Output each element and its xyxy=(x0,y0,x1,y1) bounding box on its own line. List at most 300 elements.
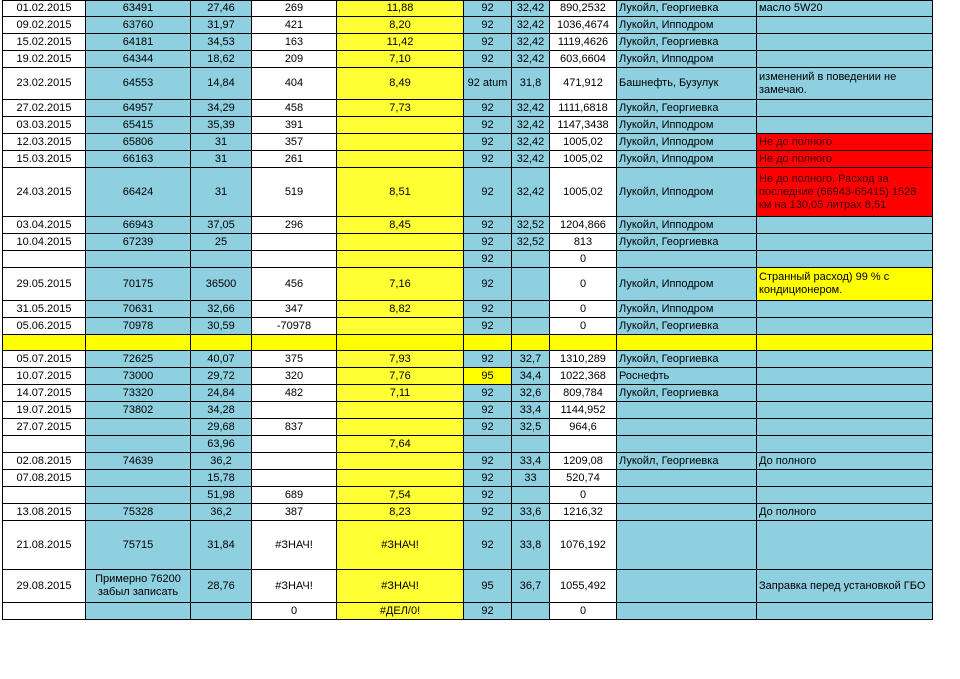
octane-cell[interactable]: 92 xyxy=(464,217,512,234)
odometer-cell[interactable]: 67239 xyxy=(86,234,191,251)
note-cell[interactable] xyxy=(757,301,933,318)
date-cell[interactable] xyxy=(3,487,86,504)
consumption-cell[interactable]: 8,20 xyxy=(337,17,464,34)
cost-cell[interactable]: 1005,02 xyxy=(550,151,617,168)
note-cell[interactable] xyxy=(757,351,933,368)
fuel-liters-cell[interactable]: 31,84 xyxy=(191,521,252,570)
fuel-liters-cell[interactable]: 37,05 xyxy=(191,217,252,234)
fuel-liters-cell[interactable]: 18,62 xyxy=(191,51,252,68)
distance-cell[interactable]: -70978 xyxy=(252,318,337,335)
odometer-cell[interactable]: 70978 xyxy=(86,318,191,335)
price-cell[interactable]: 32,5 xyxy=(512,419,550,436)
note-cell[interactable] xyxy=(757,368,933,385)
fuel-liters-cell[interactable]: 15,78 xyxy=(191,470,252,487)
octane-cell[interactable]: 92 xyxy=(464,504,512,521)
octane-cell[interactable]: 92 xyxy=(464,51,512,68)
cost-cell[interactable]: 809,784 xyxy=(550,385,617,402)
odometer-cell[interactable]: 65415 xyxy=(86,117,191,134)
price-cell[interactable]: 32,52 xyxy=(512,217,550,234)
station-cell[interactable]: Лукойл, Ипподром xyxy=(617,301,757,318)
consumption-cell[interactable] xyxy=(337,234,464,251)
consumption-cell[interactable]: 8,45 xyxy=(337,217,464,234)
consumption-cell[interactable]: 7,73 xyxy=(337,100,464,117)
distance-cell[interactable] xyxy=(252,251,337,268)
octane-cell[interactable]: 92 xyxy=(464,385,512,402)
price-cell[interactable]: 32,42 xyxy=(512,151,550,168)
fuel-liters-cell[interactable]: 31 xyxy=(191,168,252,217)
cost-cell[interactable]: 1147,3438 xyxy=(550,117,617,134)
fuel-liters-cell[interactable]: 29,68 xyxy=(191,419,252,436)
date-cell[interactable]: 31.05.2015 xyxy=(3,301,86,318)
station-cell[interactable] xyxy=(617,504,757,521)
odometer-cell[interactable]: 70631 xyxy=(86,301,191,318)
date-cell[interactable] xyxy=(3,436,86,453)
note-cell[interactable] xyxy=(757,436,933,453)
fuel-liters-cell[interactable]: 36,2 xyxy=(191,504,252,521)
note-cell[interactable] xyxy=(757,117,933,134)
octane-cell[interactable]: 92 xyxy=(464,419,512,436)
octane-cell[interactable]: 92 xyxy=(464,268,512,301)
odometer-cell[interactable]: 74639 xyxy=(86,453,191,470)
note-cell[interactable] xyxy=(757,385,933,402)
cost-cell[interactable]: 0 xyxy=(550,268,617,301)
station-cell[interactable] xyxy=(617,487,757,504)
odometer-cell[interactable] xyxy=(86,603,191,620)
consumption-cell[interactable] xyxy=(337,335,464,351)
price-cell[interactable]: 34,4 xyxy=(512,368,550,385)
cost-cell[interactable]: 890,2532 xyxy=(550,1,617,17)
price-cell[interactable]: 32,42 xyxy=(512,51,550,68)
price-cell[interactable]: 32,52 xyxy=(512,234,550,251)
odometer-cell[interactable] xyxy=(86,251,191,268)
octane-cell[interactable]: 92 xyxy=(464,134,512,151)
cost-cell[interactable]: 1111,6818 xyxy=(550,100,617,117)
note-cell[interactable] xyxy=(757,100,933,117)
distance-cell[interactable]: 456 xyxy=(252,268,337,301)
octane-cell[interactable] xyxy=(464,335,512,351)
octane-cell[interactable]: 92 xyxy=(464,151,512,168)
cost-cell[interactable]: 1310,289 xyxy=(550,351,617,368)
note-cell[interactable] xyxy=(757,470,933,487)
consumption-cell[interactable] xyxy=(337,453,464,470)
date-cell[interactable]: 29.08.2015 xyxy=(3,570,86,603)
odometer-cell[interactable]: 73320 xyxy=(86,385,191,402)
station-cell[interactable] xyxy=(617,251,757,268)
station-cell[interactable]: Лукойл, Георгиевка xyxy=(617,351,757,368)
date-cell[interactable]: 27.07.2015 xyxy=(3,419,86,436)
price-cell[interactable]: 33,6 xyxy=(512,504,550,521)
odometer-cell[interactable]: Примерно 76200 забыл записать xyxy=(86,570,191,603)
date-cell[interactable]: 13.08.2015 xyxy=(3,504,86,521)
price-cell[interactable]: 31,8 xyxy=(512,68,550,100)
octane-cell[interactable]: 92 atum xyxy=(464,68,512,100)
station-cell[interactable]: Лукойл, Ипподром xyxy=(617,268,757,301)
octane-cell[interactable]: 92 xyxy=(464,251,512,268)
note-cell[interactable] xyxy=(757,34,933,51)
distance-cell[interactable]: 404 xyxy=(252,68,337,100)
date-cell[interactable]: 24.03.2015 xyxy=(3,168,86,217)
cost-cell[interactable]: 0 xyxy=(550,487,617,504)
odometer-cell[interactable]: 63491 xyxy=(86,1,191,17)
fuel-liters-cell[interactable]: 29,72 xyxy=(191,368,252,385)
price-cell[interactable] xyxy=(512,301,550,318)
cost-cell[interactable]: 1005,02 xyxy=(550,134,617,151)
cost-cell[interactable]: 1144,952 xyxy=(550,402,617,419)
consumption-cell[interactable] xyxy=(337,117,464,134)
distance-cell[interactable]: 0 xyxy=(252,603,337,620)
distance-cell[interactable]: 519 xyxy=(252,168,337,217)
note-cell[interactable] xyxy=(757,603,933,620)
date-cell[interactable] xyxy=(3,603,86,620)
cost-cell[interactable]: 471,912 xyxy=(550,68,617,100)
cost-cell[interactable]: 1119,4626 xyxy=(550,34,617,51)
odometer-cell[interactable]: 66163 xyxy=(86,151,191,168)
station-cell[interactable]: Лукойл, Ипподром xyxy=(617,168,757,217)
consumption-cell[interactable] xyxy=(337,134,464,151)
consumption-cell[interactable] xyxy=(337,318,464,335)
note-cell[interactable] xyxy=(757,234,933,251)
distance-cell[interactable]: 320 xyxy=(252,368,337,385)
consumption-cell[interactable] xyxy=(337,470,464,487)
date-cell[interactable]: 12.03.2015 xyxy=(3,134,86,151)
station-cell[interactable]: Роснефть xyxy=(617,368,757,385)
station-cell[interactable]: Лукойл, Георгиевка xyxy=(617,234,757,251)
distance-cell[interactable]: 269 xyxy=(252,1,337,17)
odometer-cell[interactable]: 66424 xyxy=(86,168,191,217)
consumption-cell[interactable]: 7,10 xyxy=(337,51,464,68)
consumption-cell[interactable]: 7,64 xyxy=(337,436,464,453)
fuel-liters-cell[interactable]: 63,96 xyxy=(191,436,252,453)
consumption-cell[interactable]: 11,42 xyxy=(337,34,464,51)
odometer-cell[interactable] xyxy=(86,335,191,351)
price-cell[interactable]: 33 xyxy=(512,470,550,487)
fuel-liters-cell[interactable]: 32,66 xyxy=(191,301,252,318)
distance-cell[interactable]: 482 xyxy=(252,385,337,402)
date-cell[interactable]: 01.02.2015 xyxy=(3,1,86,17)
cost-cell[interactable]: 1055,492 xyxy=(550,570,617,603)
price-cell[interactable] xyxy=(512,318,550,335)
note-cell[interactable]: Не до полного. Расход за последние (66943-65415) 1528 км на 130,05 литрах 8,51 xyxy=(757,168,933,217)
station-cell[interactable] xyxy=(617,603,757,620)
price-cell[interactable] xyxy=(512,335,550,351)
date-cell[interactable]: 15.03.2015 xyxy=(3,151,86,168)
odometer-cell[interactable]: 64957 xyxy=(86,100,191,117)
cost-cell[interactable]: 813 xyxy=(550,234,617,251)
price-cell[interactable]: 32,6 xyxy=(512,385,550,402)
consumption-cell[interactable]: 7,76 xyxy=(337,368,464,385)
date-cell[interactable]: 15.02.2015 xyxy=(3,34,86,51)
note-cell[interactable] xyxy=(757,17,933,34)
date-cell[interactable]: 07.08.2015 xyxy=(3,470,86,487)
note-cell[interactable]: До полного xyxy=(757,504,933,521)
date-cell[interactable]: 21.08.2015 xyxy=(3,521,86,570)
price-cell[interactable]: 32,42 xyxy=(512,117,550,134)
price-cell[interactable]: 32,42 xyxy=(512,168,550,217)
price-cell[interactable] xyxy=(512,436,550,453)
note-cell[interactable] xyxy=(757,217,933,234)
cost-cell[interactable]: 1204,866 xyxy=(550,217,617,234)
distance-cell[interactable] xyxy=(252,470,337,487)
station-cell[interactable]: Лукойл, Георгиевка xyxy=(617,100,757,117)
date-cell[interactable]: 10.04.2015 xyxy=(3,234,86,251)
date-cell[interactable]: 03.03.2015 xyxy=(3,117,86,134)
distance-cell[interactable]: 391 xyxy=(252,117,337,134)
price-cell[interactable] xyxy=(512,251,550,268)
consumption-cell[interactable]: 7,93 xyxy=(337,351,464,368)
octane-cell[interactable]: 92 xyxy=(464,168,512,217)
consumption-cell[interactable]: #ЗНАЧ! xyxy=(337,521,464,570)
distance-cell[interactable]: 837 xyxy=(252,419,337,436)
fuel-liters-cell[interactable]: 14,84 xyxy=(191,68,252,100)
price-cell[interactable]: 33,4 xyxy=(512,402,550,419)
date-cell[interactable]: 19.07.2015 xyxy=(3,402,86,419)
fuel-liters-cell[interactable]: 40,07 xyxy=(191,351,252,368)
fuel-liters-cell[interactable]: 31,97 xyxy=(191,17,252,34)
note-cell[interactable] xyxy=(757,51,933,68)
date-cell[interactable] xyxy=(3,335,86,351)
distance-cell[interactable]: #ЗНАЧ! xyxy=(252,521,337,570)
distance-cell[interactable] xyxy=(252,335,337,351)
odometer-cell[interactable]: 75715 xyxy=(86,521,191,570)
date-cell[interactable]: 19.02.2015 xyxy=(3,51,86,68)
price-cell[interactable] xyxy=(512,603,550,620)
station-cell[interactable]: Лукойл, Георгиевка xyxy=(617,1,757,17)
distance-cell[interactable]: 458 xyxy=(252,100,337,117)
odometer-cell[interactable]: 63760 xyxy=(86,17,191,34)
station-cell[interactable]: Лукойл, Георгиевка xyxy=(617,34,757,51)
consumption-cell[interactable]: 8,23 xyxy=(337,504,464,521)
note-cell[interactable]: До полного xyxy=(757,453,933,470)
cost-cell[interactable]: 0 xyxy=(550,603,617,620)
consumption-cell[interactable] xyxy=(337,402,464,419)
odometer-cell[interactable] xyxy=(86,419,191,436)
price-cell[interactable]: 32,42 xyxy=(512,34,550,51)
distance-cell[interactable] xyxy=(252,453,337,470)
consumption-cell[interactable] xyxy=(337,419,464,436)
octane-cell[interactable]: 92 xyxy=(464,487,512,504)
fuel-liters-cell[interactable]: 51,98 xyxy=(191,487,252,504)
distance-cell[interactable]: 387 xyxy=(252,504,337,521)
fuel-liters-cell[interactable] xyxy=(191,335,252,351)
station-cell[interactable]: Лукойл, Георгиевка xyxy=(617,385,757,402)
octane-cell[interactable]: 92 xyxy=(464,351,512,368)
price-cell[interactable]: 32,42 xyxy=(512,17,550,34)
octane-cell[interactable]: 92 xyxy=(464,117,512,134)
station-cell[interactable]: Лукойл, Ипподром xyxy=(617,51,757,68)
distance-cell[interactable]: 421 xyxy=(252,17,337,34)
fuel-liters-cell[interactable]: 36,2 xyxy=(191,453,252,470)
octane-cell[interactable]: 92 xyxy=(464,34,512,51)
date-cell[interactable]: 02.08.2015 xyxy=(3,453,86,470)
distance-cell[interactable]: 375 xyxy=(252,351,337,368)
odometer-cell[interactable]: 64553 xyxy=(86,68,191,100)
odometer-cell[interactable]: 70175 xyxy=(86,268,191,301)
price-cell[interactable]: 32,42 xyxy=(512,100,550,117)
cost-cell[interactable]: 1076,192 xyxy=(550,521,617,570)
distance-cell[interactable]: 689 xyxy=(252,487,337,504)
cost-cell[interactable]: 1036,4674 xyxy=(550,17,617,34)
odometer-cell[interactable] xyxy=(86,436,191,453)
station-cell[interactable]: Лукойл, Ипподром xyxy=(617,151,757,168)
note-cell[interactable]: Не до полного xyxy=(757,151,933,168)
distance-cell[interactable]: 209 xyxy=(252,51,337,68)
cost-cell[interactable]: 603,6604 xyxy=(550,51,617,68)
station-cell[interactable]: Башнефть, Бузулук xyxy=(617,68,757,100)
date-cell[interactable]: 14.07.2015 xyxy=(3,385,86,402)
date-cell[interactable]: 10.07.2015 xyxy=(3,368,86,385)
note-cell[interactable] xyxy=(757,402,933,419)
station-cell[interactable] xyxy=(617,402,757,419)
note-cell[interactable]: масло 5W20 xyxy=(757,1,933,17)
consumption-cell[interactable] xyxy=(337,251,464,268)
cost-cell[interactable]: 1216,32 xyxy=(550,504,617,521)
distance-cell[interactable]: 261 xyxy=(252,151,337,168)
date-cell[interactable]: 29.05.2015 xyxy=(3,268,86,301)
consumption-cell[interactable]: 11,88 xyxy=(337,1,464,17)
odometer-cell[interactable] xyxy=(86,487,191,504)
odometer-cell[interactable]: 72625 xyxy=(86,351,191,368)
fuel-liters-cell[interactable]: 24,84 xyxy=(191,385,252,402)
octane-cell[interactable]: 92 xyxy=(464,521,512,570)
fuel-liters-cell[interactable]: 36500 xyxy=(191,268,252,301)
fuel-liters-cell[interactable]: 27,46 xyxy=(191,1,252,17)
station-cell[interactable] xyxy=(617,570,757,603)
distance-cell[interactable]: 296 xyxy=(252,217,337,234)
consumption-cell[interactable]: #ДЕЛ/0! xyxy=(337,603,464,620)
note-cell[interactable]: Не до полного xyxy=(757,134,933,151)
note-cell[interactable] xyxy=(757,521,933,570)
octane-cell[interactable]: 92 xyxy=(464,453,512,470)
consumption-cell[interactable]: 7,11 xyxy=(337,385,464,402)
price-cell[interactable]: 33,4 xyxy=(512,453,550,470)
cost-cell[interactable]: 1005,02 xyxy=(550,168,617,217)
cost-cell[interactable]: 0 xyxy=(550,318,617,335)
note-cell[interactable] xyxy=(757,318,933,335)
cost-cell[interactable]: 520,74 xyxy=(550,470,617,487)
note-cell[interactable]: изменений в поведении не замечаю. xyxy=(757,68,933,100)
octane-cell[interactable]: 95 xyxy=(464,570,512,603)
odometer-cell[interactable]: 64181 xyxy=(86,34,191,51)
station-cell[interactable] xyxy=(617,470,757,487)
distance-cell[interactable] xyxy=(252,234,337,251)
station-cell[interactable] xyxy=(617,419,757,436)
distance-cell[interactable]: 347 xyxy=(252,301,337,318)
date-cell[interactable]: 05.07.2015 xyxy=(3,351,86,368)
odometer-cell[interactable]: 73802 xyxy=(86,402,191,419)
fuel-liters-cell[interactable]: 34,53 xyxy=(191,34,252,51)
odometer-cell[interactable]: 75328 xyxy=(86,504,191,521)
station-cell[interactable]: Лукойл, Ипподром xyxy=(617,217,757,234)
consumption-cell[interactable]: #ЗНАЧ! xyxy=(337,570,464,603)
fuel-liters-cell[interactable]: 30,59 xyxy=(191,318,252,335)
fuel-liters-cell[interactable]: 25 xyxy=(191,234,252,251)
date-cell[interactable]: 03.04.2015 xyxy=(3,217,86,234)
distance-cell[interactable]: 163 xyxy=(252,34,337,51)
price-cell[interactable]: 33,8 xyxy=(512,521,550,570)
octane-cell[interactable]: 92 xyxy=(464,17,512,34)
price-cell[interactable] xyxy=(512,268,550,301)
note-cell[interactable]: Странный расход) 99 % с кондиционером. xyxy=(757,268,933,301)
cost-cell[interactable] xyxy=(550,436,617,453)
odometer-cell[interactable]: 65806 xyxy=(86,134,191,151)
station-cell[interactable] xyxy=(617,335,757,351)
note-cell[interactable]: Заправка перед установкой ГБО xyxy=(757,570,933,603)
consumption-cell[interactable]: 8,82 xyxy=(337,301,464,318)
octane-cell[interactable]: 92 xyxy=(464,603,512,620)
note-cell[interactable] xyxy=(757,251,933,268)
station-cell[interactable]: Лукойл, Георгиевка xyxy=(617,453,757,470)
station-cell[interactable]: Лукойл, Георгиевка xyxy=(617,318,757,335)
price-cell[interactable] xyxy=(512,487,550,504)
price-cell[interactable]: 32,42 xyxy=(512,134,550,151)
fuel-liters-cell[interactable]: 35,39 xyxy=(191,117,252,134)
consumption-cell[interactable]: 7,16 xyxy=(337,268,464,301)
octane-cell[interactable]: 92 xyxy=(464,402,512,419)
fuel-liters-cell[interactable] xyxy=(191,603,252,620)
fuel-liters-cell[interactable]: 34,29 xyxy=(191,100,252,117)
octane-cell[interactable]: 92 xyxy=(464,318,512,335)
fuel-liters-cell[interactable] xyxy=(191,251,252,268)
consumption-cell[interactable]: 8,51 xyxy=(337,168,464,217)
price-cell[interactable]: 32,7 xyxy=(512,351,550,368)
odometer-cell[interactable]: 64344 xyxy=(86,51,191,68)
note-cell[interactable] xyxy=(757,335,933,351)
fuel-liters-cell[interactable]: 34,28 xyxy=(191,402,252,419)
station-cell[interactable] xyxy=(617,521,757,570)
octane-cell[interactable]: 92 xyxy=(464,1,512,17)
octane-cell[interactable]: 92 xyxy=(464,234,512,251)
date-cell[interactable]: 05.06.2015 xyxy=(3,318,86,335)
date-cell[interactable]: 27.02.2015 xyxy=(3,100,86,117)
cost-cell[interactable]: 1209,08 xyxy=(550,453,617,470)
odometer-cell[interactable]: 66943 xyxy=(86,217,191,234)
octane-cell[interactable] xyxy=(464,436,512,453)
cost-cell[interactable] xyxy=(550,335,617,351)
note-cell[interactable] xyxy=(757,419,933,436)
odometer-cell[interactable]: 73000 xyxy=(86,368,191,385)
price-cell[interactable]: 32,42 xyxy=(512,1,550,17)
cost-cell[interactable]: 964,6 xyxy=(550,419,617,436)
station-cell[interactable]: Лукойл, Ипподром xyxy=(617,117,757,134)
octane-cell[interactable]: 92 xyxy=(464,470,512,487)
station-cell[interactable]: Лукойл, Ипподром xyxy=(617,17,757,34)
station-cell[interactable]: Лукойл, Ипподром xyxy=(617,134,757,151)
date-cell[interactable] xyxy=(3,251,86,268)
distance-cell[interactable]: 357 xyxy=(252,134,337,151)
octane-cell[interactable]: 92 xyxy=(464,100,512,117)
cost-cell[interactable]: 1022,368 xyxy=(550,368,617,385)
octane-cell[interactable]: 92 xyxy=(464,301,512,318)
consumption-cell[interactable]: 8,49 xyxy=(337,68,464,100)
distance-cell[interactable] xyxy=(252,402,337,419)
distance-cell[interactable] xyxy=(252,436,337,453)
price-cell[interactable]: 36,7 xyxy=(512,570,550,603)
date-cell[interactable]: 09.02.2015 xyxy=(3,17,86,34)
date-cell[interactable]: 23.02.2015 xyxy=(3,68,86,100)
consumption-cell[interactable]: 7,54 xyxy=(337,487,464,504)
octane-cell[interactable]: 95 xyxy=(464,368,512,385)
consumption-cell[interactable] xyxy=(337,151,464,168)
fuel-liters-cell[interactable]: 31 xyxy=(191,151,252,168)
fuel-liters-cell[interactable]: 28,76 xyxy=(191,570,252,603)
note-cell[interactable] xyxy=(757,487,933,504)
distance-cell[interactable]: #ЗНАЧ! xyxy=(252,570,337,603)
cost-cell[interactable]: 0 xyxy=(550,251,617,268)
station-cell[interactable] xyxy=(617,436,757,453)
cost-cell[interactable]: 0 xyxy=(550,301,617,318)
fuel-liters-cell[interactable]: 31 xyxy=(191,134,252,151)
odometer-cell[interactable] xyxy=(86,470,191,487)
